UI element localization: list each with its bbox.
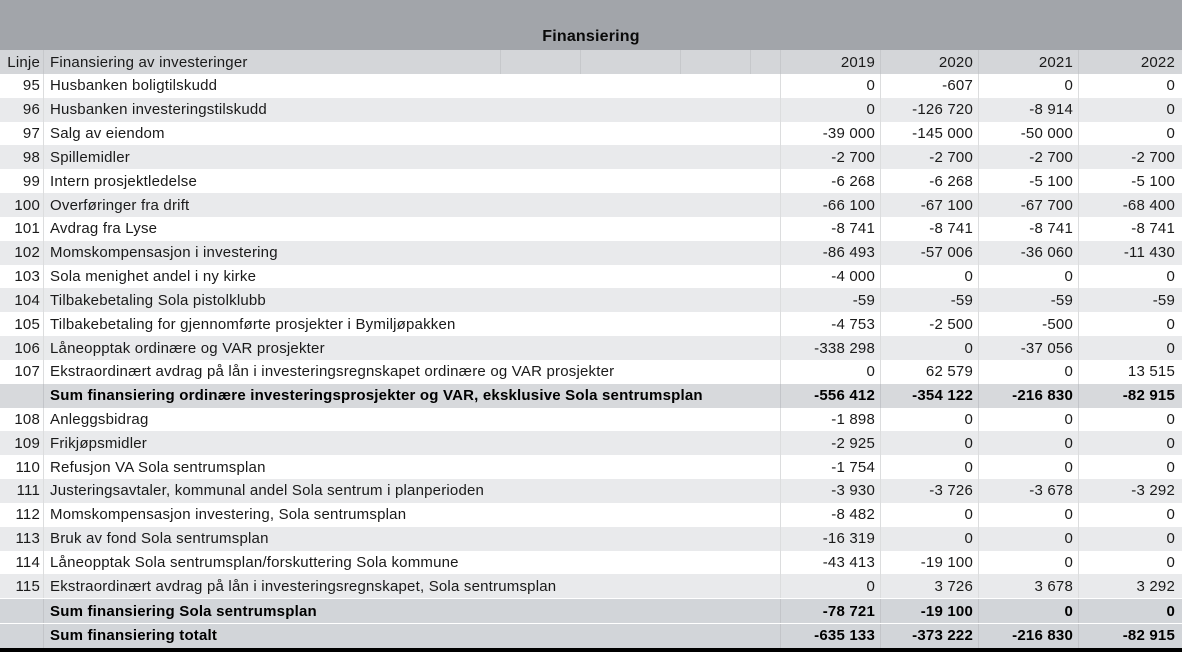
value-cell-2022: 0: [1078, 312, 1182, 336]
table-row: [0, 623, 1182, 648]
value-cell-2021: -8 914: [978, 98, 1078, 122]
value-cell-2020: -6 268: [880, 169, 978, 193]
value-cell-2022: -59: [1078, 288, 1182, 312]
value-cell-2019: -1 754: [780, 455, 880, 479]
linje-cell: 114: [0, 551, 44, 575]
value-cell-2022: -5 100: [1078, 169, 1182, 193]
table-row: [0, 574, 1182, 598]
linje-cell: 111: [0, 479, 44, 503]
table-row: [0, 169, 1182, 193]
value-cell-2022: 0: [1078, 336, 1182, 360]
linje-cell: 100: [0, 193, 44, 217]
value-cell-2021: -8 741: [978, 217, 1078, 241]
linje-cell: 105: [0, 312, 44, 336]
linje-cell: 99: [0, 169, 44, 193]
value-cell-2021: 0: [978, 455, 1078, 479]
linje-cell: 113: [0, 527, 44, 551]
table-row: [0, 288, 1182, 312]
table-row: [0, 551, 1182, 575]
value-cell-2022: -2 700: [1078, 145, 1182, 169]
table-row: [0, 598, 1182, 623]
label-cell: Låneopptak Sola sentrumsplan/forskuttering Sola kommune: [50, 553, 459, 571]
header-row: [0, 50, 1182, 74]
value-cell-2021: 0: [978, 599, 1078, 623]
label-cell: Salg av eiendom: [50, 125, 165, 143]
value-cell-2021: 0: [978, 431, 1078, 455]
value-cell-2021: 0: [978, 503, 1078, 527]
value-cell-2020: -3 726: [880, 479, 978, 503]
value-cell-2022: 3 292: [1078, 574, 1182, 598]
table-row: [0, 145, 1182, 169]
value-cell-2019: -78 721: [780, 599, 880, 623]
value-cell-2020: -57 006: [880, 241, 978, 265]
table-row: [0, 336, 1182, 360]
value-cell-2020: -607: [880, 74, 978, 98]
table-row: [0, 479, 1182, 503]
value-cell-2020: -373 222: [880, 624, 978, 648]
value-cell-2020: 0: [880, 265, 978, 289]
value-cell-2020: -145 000: [880, 122, 978, 146]
value-cell-2019: -66 100: [780, 193, 880, 217]
label-cell: Ekstraordinært avdrag på lån i investeringsregnskapet, Sola sentrumsplan: [50, 577, 557, 595]
value-cell-2021: 0: [978, 360, 1078, 384]
value-cell-2019: -556 412: [780, 384, 880, 408]
header-grid-divider: [500, 50, 501, 74]
table-body: [0, 74, 1182, 648]
value-cell-2021: 0: [978, 408, 1078, 432]
column-header-2021: 2021: [978, 50, 1078, 74]
value-cell-2022: 0: [1078, 408, 1182, 432]
value-cell-2019: -6 268: [780, 169, 880, 193]
label-cell: Justeringsavtaler, kommunal andel Sola sentrum i planperioden: [50, 482, 485, 500]
table-row: [0, 384, 1182, 408]
label-cell: Frikjøpsmidler: [50, 434, 147, 452]
linje-cell: [0, 384, 44, 408]
value-cell-2020: 0: [880, 408, 978, 432]
value-cell-2022: 13 515: [1078, 360, 1182, 384]
table-row: [0, 241, 1182, 265]
table-row: [0, 455, 1182, 479]
value-cell-2021: 0: [978, 265, 1078, 289]
linje-cell: 102: [0, 241, 44, 265]
value-cell-2021: 0: [978, 74, 1078, 98]
label-cell: Sola menighet andel i ny kirke: [50, 268, 257, 286]
value-cell-2019: -2 925: [780, 431, 880, 455]
value-cell-2021: -5 100: [978, 169, 1078, 193]
value-cell-2022: -82 915: [1078, 384, 1182, 408]
label-cell: Sum finansiering totalt: [50, 627, 218, 645]
value-cell-2020: 0: [880, 455, 978, 479]
value-cell-2020: -8 741: [880, 217, 978, 241]
value-cell-2022: 0: [1078, 455, 1182, 479]
value-cell-2022: 0: [1078, 265, 1182, 289]
label-cell: Ekstraordinært avdrag på lån i investeringsregnskapet ordinære og VAR prosjekter: [50, 363, 615, 381]
header-grid-divider: [680, 50, 681, 74]
table-row: [0, 74, 1182, 98]
value-cell-2021: 0: [978, 551, 1078, 575]
value-cell-2021: -67 700: [978, 193, 1078, 217]
value-cell-2021: 0: [978, 527, 1078, 551]
label-cell: Intern prosjektledelse: [50, 172, 197, 190]
linje-cell: 97: [0, 122, 44, 146]
linje-cell: 108: [0, 408, 44, 432]
value-cell-2020: -67 100: [880, 193, 978, 217]
value-cell-2019: -635 133: [780, 624, 880, 648]
value-cell-2022: 0: [1078, 98, 1182, 122]
linje-cell: 107: [0, 360, 44, 384]
table-row: [0, 193, 1182, 217]
value-cell-2022: 0: [1078, 431, 1182, 455]
value-cell-2022: -8 741: [1078, 217, 1182, 241]
value-cell-2019: -8 741: [780, 217, 880, 241]
value-cell-2019: -16 319: [780, 527, 880, 551]
value-cell-2022: 0: [1078, 503, 1182, 527]
column-header-2020: 2020: [880, 50, 978, 74]
value-cell-2020: -19 100: [880, 551, 978, 575]
label-cell: Spillemidler: [50, 148, 130, 166]
value-cell-2019: 0: [780, 360, 880, 384]
value-cell-2022: 0: [1078, 599, 1182, 623]
value-cell-2019: 0: [780, 98, 880, 122]
value-cell-2021: -500: [978, 312, 1078, 336]
label-cell: Sum finansiering Sola sentrumsplan: [50, 602, 317, 620]
linje-cell: 104: [0, 288, 44, 312]
column-header-2019: 2019: [780, 50, 880, 74]
value-cell-2022: 0: [1078, 527, 1182, 551]
linje-cell: 103: [0, 265, 44, 289]
table-row: [0, 408, 1182, 432]
value-cell-2021: -3 678: [978, 479, 1078, 503]
value-cell-2019: -2 700: [780, 145, 880, 169]
column-header-label: Finansiering av investeringer: [50, 53, 248, 71]
value-cell-2022: -82 915: [1078, 624, 1182, 648]
header-grid-divider: [750, 50, 751, 74]
value-cell-2020: -2 500: [880, 312, 978, 336]
value-cell-2021: -2 700: [978, 145, 1078, 169]
header-grid-divider: [580, 50, 581, 74]
value-cell-2020: -2 700: [880, 145, 978, 169]
linje-cell: 109: [0, 431, 44, 455]
label-cell: Refusjon VA Sola sentrumsplan: [50, 458, 266, 476]
value-cell-2020: 0: [880, 336, 978, 360]
table-title-bar: [0, 0, 1182, 50]
table-row: [0, 527, 1182, 551]
linje-cell: 96: [0, 98, 44, 122]
label-cell: Avdrag fra Lyse: [50, 220, 158, 238]
value-cell-2019: 0: [780, 574, 880, 598]
label-cell: Sum finansiering ordinære investeringsprosjekter og VAR, eksklusive Sola sentrumsplan: [50, 387, 703, 405]
value-cell-2021: -59: [978, 288, 1078, 312]
value-cell-2021: -216 830: [978, 384, 1078, 408]
value-cell-2022: -68 400: [1078, 193, 1182, 217]
value-cell-2020: -19 100: [880, 599, 978, 623]
value-cell-2019: -4 000: [780, 265, 880, 289]
linje-cell: 95: [0, 74, 44, 98]
label-cell: Bruk av fond Sola sentrumsplan: [50, 530, 269, 548]
value-cell-2022: 0: [1078, 551, 1182, 575]
value-cell-2022: 0: [1078, 122, 1182, 146]
value-cell-2019: -3 930: [780, 479, 880, 503]
column-header-2022: 2022: [1078, 50, 1182, 74]
value-cell-2021: -50 000: [978, 122, 1078, 146]
column-header-linje: Linje: [0, 50, 44, 74]
value-cell-2019: 0: [780, 74, 880, 98]
value-cell-2021: -36 060: [978, 241, 1078, 265]
value-cell-2022: -11 430: [1078, 241, 1182, 265]
value-cell-2021: -216 830: [978, 624, 1078, 648]
value-cell-2021: 3 678: [978, 574, 1078, 598]
value-cell-2020: 3 726: [880, 574, 978, 598]
value-cell-2019: -338 298: [780, 336, 880, 360]
value-cell-2021: -37 056: [978, 336, 1078, 360]
label-cell: Anleggsbidrag: [50, 411, 149, 428]
value-cell-2020: -126 720: [880, 98, 978, 122]
label-cell: Momskompensasjon investering, Sola sentrumsplan: [50, 506, 407, 524]
value-cell-2019: -59: [780, 288, 880, 312]
label-cell: Husbanken investeringstilskudd: [50, 101, 267, 119]
table-row: [0, 98, 1182, 122]
value-cell-2020: -354 122: [880, 384, 978, 408]
table-title: Finansiering: [542, 28, 640, 45]
value-cell-2020: 0: [880, 527, 978, 551]
label-cell: Tilbakebetaling Sola pistolklubb: [50, 291, 266, 309]
table-row: [0, 360, 1182, 384]
value-cell-2020: 62 579: [880, 360, 978, 384]
table-row: [0, 312, 1182, 336]
value-cell-2019: -43 413: [780, 551, 880, 575]
value-cell-2019: -39 000: [780, 122, 880, 146]
table-row: [0, 122, 1182, 146]
label-cell: Momskompensasjon i investering: [50, 244, 278, 262]
table-row: [0, 431, 1182, 455]
linje-cell: [0, 624, 44, 648]
linje-cell: 115: [0, 574, 44, 598]
label-cell: Tilbakebetaling for gjennomførte prosjekter i Bymiljøpakken: [50, 315, 456, 333]
linje-cell: 112: [0, 503, 44, 527]
value-cell-2022: 0: [1078, 74, 1182, 98]
value-cell-2022: -3 292: [1078, 479, 1182, 503]
value-cell-2019: -8 482: [780, 503, 880, 527]
value-cell-2020: 0: [880, 431, 978, 455]
value-cell-2019: -1 898: [780, 408, 880, 432]
linje-cell: [0, 599, 44, 623]
table-row: [0, 265, 1182, 289]
linje-cell: 110: [0, 455, 44, 479]
label-cell: Overføringer fra drift: [50, 196, 190, 214]
value-cell-2019: -86 493: [780, 241, 880, 265]
linje-cell: 98: [0, 145, 44, 169]
table-row: [0, 503, 1182, 527]
value-cell-2020: 0: [880, 503, 978, 527]
linje-cell: 101: [0, 217, 44, 241]
table-row: [0, 217, 1182, 241]
label-cell: Husbanken boligtilskudd: [50, 77, 218, 95]
linje-cell: 106: [0, 336, 44, 360]
value-cell-2019: -4 753: [780, 312, 880, 336]
label-cell: Låneopptak ordinære og VAR prosjekter: [50, 339, 325, 357]
value-cell-2020: -59: [880, 288, 978, 312]
